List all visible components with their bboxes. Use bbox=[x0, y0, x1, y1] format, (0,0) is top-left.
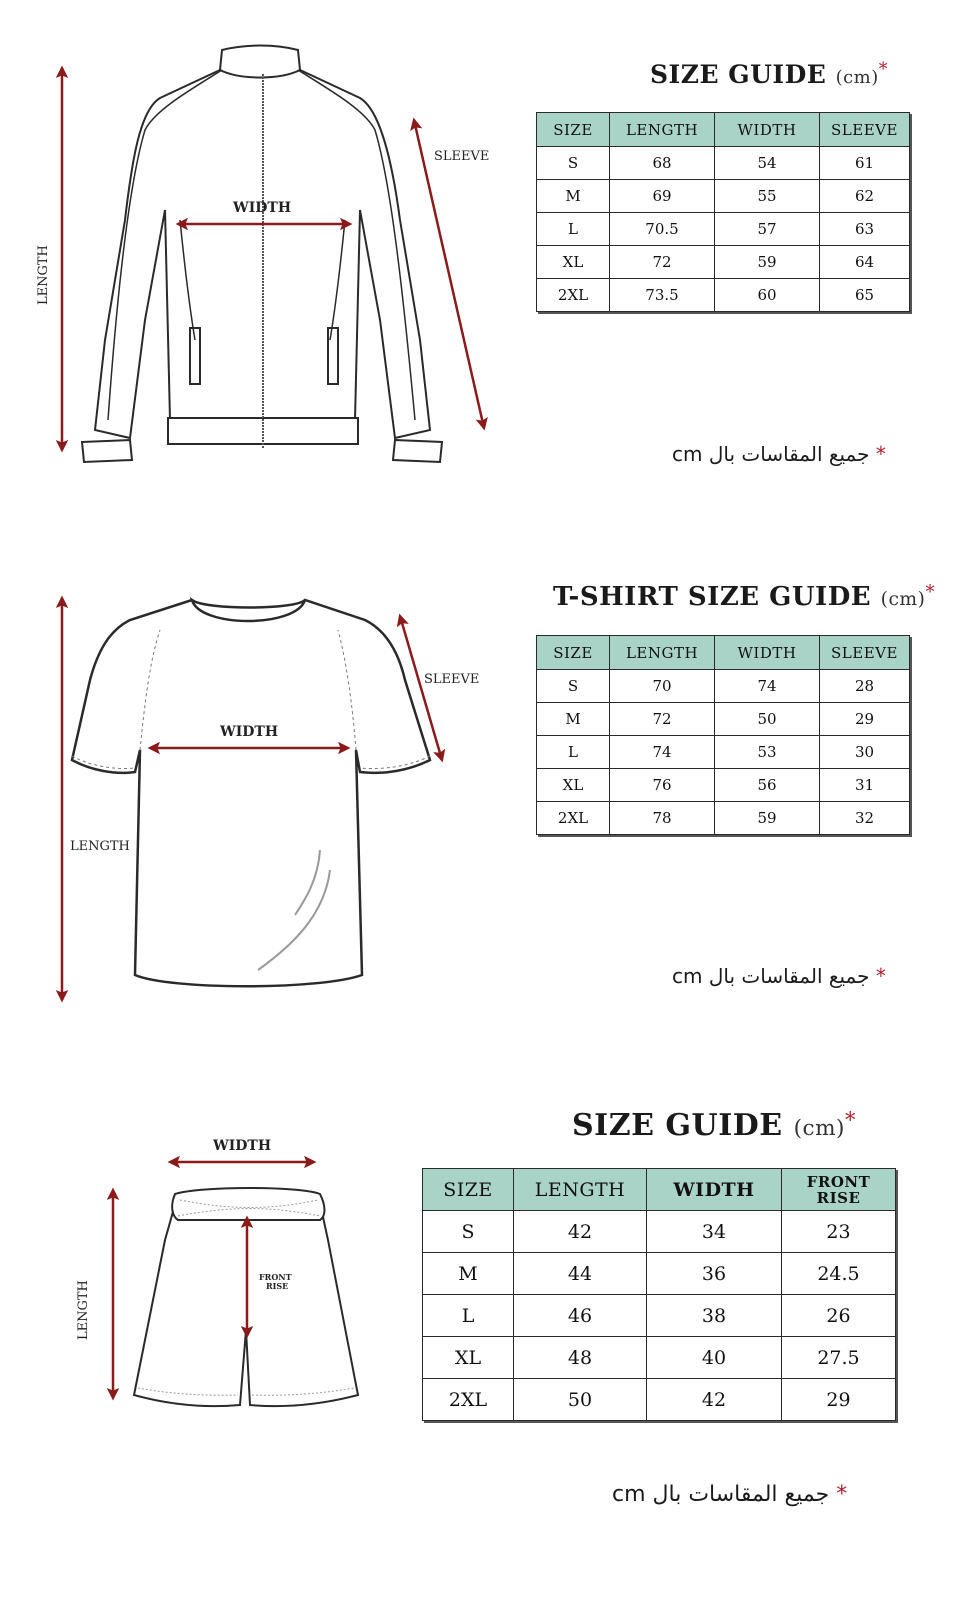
table-header: WIDTH bbox=[715, 113, 820, 147]
tshirt-sleeve-label: SLEEVE bbox=[424, 672, 480, 687]
shorts-illustration bbox=[0, 1130, 400, 1470]
header-rise: RISE bbox=[816, 1188, 861, 1207]
table-header: WIDTH bbox=[715, 636, 820, 670]
jacket-title-star: * bbox=[878, 60, 889, 80]
table-cell: M bbox=[537, 180, 610, 213]
table-cell: 54 bbox=[715, 147, 820, 180]
table-header: SIZE bbox=[537, 636, 610, 670]
jacket-section bbox=[0, 0, 976, 500]
table-row bbox=[423, 1337, 896, 1379]
tshirt-length-label: LENGTH bbox=[70, 839, 130, 854]
table-row bbox=[537, 736, 910, 769]
table-row bbox=[537, 769, 910, 802]
table-cell: 48 bbox=[514, 1337, 647, 1379]
table-cell: 36 bbox=[647, 1253, 782, 1295]
note-text: جميع المقاسات بال cm bbox=[672, 442, 870, 466]
table-row bbox=[423, 1211, 896, 1253]
table-cell: L bbox=[423, 1295, 514, 1337]
table-cell: 42 bbox=[514, 1211, 647, 1253]
table-cell: 44 bbox=[514, 1253, 647, 1295]
table-cell: 24.5 bbox=[782, 1253, 896, 1295]
table-header bbox=[782, 1169, 896, 1211]
table-cell: M bbox=[423, 1253, 514, 1295]
table-header: LENGTH bbox=[514, 1169, 647, 1211]
table-cell: 59 bbox=[715, 246, 820, 279]
table-cell: 60 bbox=[715, 279, 820, 312]
note-text: جميع المقاسات بال cm bbox=[672, 964, 870, 988]
jacket-width-label: WIDTH bbox=[233, 200, 292, 216]
table-cell: 64 bbox=[820, 246, 910, 279]
table-row bbox=[423, 1295, 896, 1337]
table-cell: 53 bbox=[715, 736, 820, 769]
shorts-front-label: FRONT bbox=[259, 1272, 292, 1282]
tshirt-section bbox=[0, 560, 976, 1030]
tshirt-unit-note bbox=[672, 964, 886, 988]
note-star: * bbox=[875, 442, 886, 466]
table-cell: 29 bbox=[782, 1379, 896, 1421]
table-cell: 38 bbox=[647, 1295, 782, 1337]
table-cell: M bbox=[537, 703, 610, 736]
table-cell: 30 bbox=[820, 736, 910, 769]
table-header: WIDTH bbox=[647, 1169, 782, 1211]
shorts-size-table bbox=[422, 1168, 896, 1421]
shorts-length-label: LENGTH bbox=[76, 1280, 91, 1340]
table-cell: 70.5 bbox=[610, 213, 715, 246]
table-cell: 72 bbox=[610, 703, 715, 736]
table-cell: 72 bbox=[610, 246, 715, 279]
table-row bbox=[537, 246, 910, 279]
table-header: SIZE bbox=[423, 1169, 514, 1211]
table-row bbox=[423, 1253, 896, 1295]
jacket-sleeve-label: SLEEVE bbox=[434, 149, 490, 164]
table-cell: 57 bbox=[715, 213, 820, 246]
table-cell: 50 bbox=[514, 1379, 647, 1421]
table-row bbox=[537, 180, 910, 213]
table-cell: 32 bbox=[820, 802, 910, 835]
table-cell: L bbox=[537, 213, 610, 246]
table-cell: XL bbox=[423, 1337, 514, 1379]
shorts-title bbox=[572, 1108, 856, 1143]
table-cell: 68 bbox=[610, 147, 715, 180]
table-header: LENGTH bbox=[610, 113, 715, 147]
shorts-section bbox=[0, 1090, 976, 1590]
table-header: SIZE bbox=[537, 113, 610, 147]
table-header: LENGTH bbox=[610, 636, 715, 670]
table-cell: 23 bbox=[782, 1211, 896, 1253]
table-row bbox=[537, 213, 910, 246]
table-cell: 63 bbox=[820, 213, 910, 246]
table-cell: S bbox=[537, 147, 610, 180]
table-cell: 28 bbox=[820, 670, 910, 703]
shorts-title-star: * bbox=[844, 1108, 856, 1132]
table-cell: 56 bbox=[715, 769, 820, 802]
table-cell: XL bbox=[537, 246, 610, 279]
header-front: FRONT bbox=[806, 1172, 871, 1191]
table-cell: S bbox=[537, 670, 610, 703]
table-cell: 46 bbox=[514, 1295, 647, 1337]
jacket-title bbox=[650, 60, 888, 89]
table-row bbox=[537, 670, 910, 703]
note-text: جميع المقاسات بال cm bbox=[612, 1482, 830, 1507]
shorts-width-label: WIDTH bbox=[213, 1138, 272, 1154]
table-cell: 27.5 bbox=[782, 1337, 896, 1379]
table-cell: 50 bbox=[715, 703, 820, 736]
jacket-title-unit: (cm) bbox=[835, 67, 879, 88]
tshirt-width-label: WIDTH bbox=[220, 724, 279, 740]
table-cell: 73.5 bbox=[610, 279, 715, 312]
jacket-unit-note bbox=[672, 442, 886, 466]
tshirt-title-unit: (cm) bbox=[880, 589, 926, 610]
table-cell: 55 bbox=[715, 180, 820, 213]
table-cell: 61 bbox=[820, 147, 910, 180]
table-cell: 62 bbox=[820, 180, 910, 213]
table-cell: 34 bbox=[647, 1211, 782, 1253]
table-cell: 70 bbox=[610, 670, 715, 703]
table-row bbox=[423, 1379, 896, 1421]
table-cell: 74 bbox=[715, 670, 820, 703]
table-cell: 59 bbox=[715, 802, 820, 835]
table-cell: XL bbox=[537, 769, 610, 802]
jacket-title-text: SIZE GUIDE bbox=[650, 60, 827, 89]
table-cell: 78 bbox=[610, 802, 715, 835]
table-cell: 69 bbox=[610, 180, 715, 213]
table-cell: 2XL bbox=[537, 279, 610, 312]
tshirt-title bbox=[553, 582, 935, 612]
table-cell: 2XL bbox=[423, 1379, 514, 1421]
table-cell: 31 bbox=[820, 769, 910, 802]
jacket-length-label: LENGTH bbox=[36, 245, 51, 305]
tshirt-title-star: * bbox=[925, 582, 936, 603]
table-cell: L bbox=[537, 736, 610, 769]
table-cell: S bbox=[423, 1211, 514, 1253]
table-cell: 40 bbox=[647, 1337, 782, 1379]
tshirt-size-table bbox=[536, 635, 910, 835]
table-header: SLEEVE bbox=[820, 113, 910, 147]
tshirt-illustration bbox=[0, 580, 520, 1040]
note-star: * bbox=[875, 964, 886, 988]
shorts-rise-label: RISE bbox=[266, 1281, 289, 1291]
table-cell: 26 bbox=[782, 1295, 896, 1337]
table-cell: 29 bbox=[820, 703, 910, 736]
table-header: SLEEVE bbox=[820, 636, 910, 670]
jacket-size-table bbox=[536, 112, 910, 312]
table-row bbox=[537, 802, 910, 835]
table-cell: 74 bbox=[610, 736, 715, 769]
shorts-title-unit: (cm) bbox=[793, 1116, 845, 1141]
jacket-illustration bbox=[0, 40, 520, 520]
table-cell: 2XL bbox=[537, 802, 610, 835]
table-row bbox=[537, 279, 910, 312]
shorts-title-text: SIZE GUIDE bbox=[572, 1108, 783, 1143]
table-row bbox=[537, 147, 910, 180]
table-cell: 76 bbox=[610, 769, 715, 802]
shorts-unit-note bbox=[612, 1482, 847, 1507]
table-cell: 65 bbox=[820, 279, 910, 312]
table-row bbox=[537, 703, 910, 736]
note-star: * bbox=[836, 1482, 848, 1507]
tshirt-title-text: T-SHIRT SIZE GUIDE bbox=[553, 582, 872, 612]
table-cell: 42 bbox=[647, 1379, 782, 1421]
